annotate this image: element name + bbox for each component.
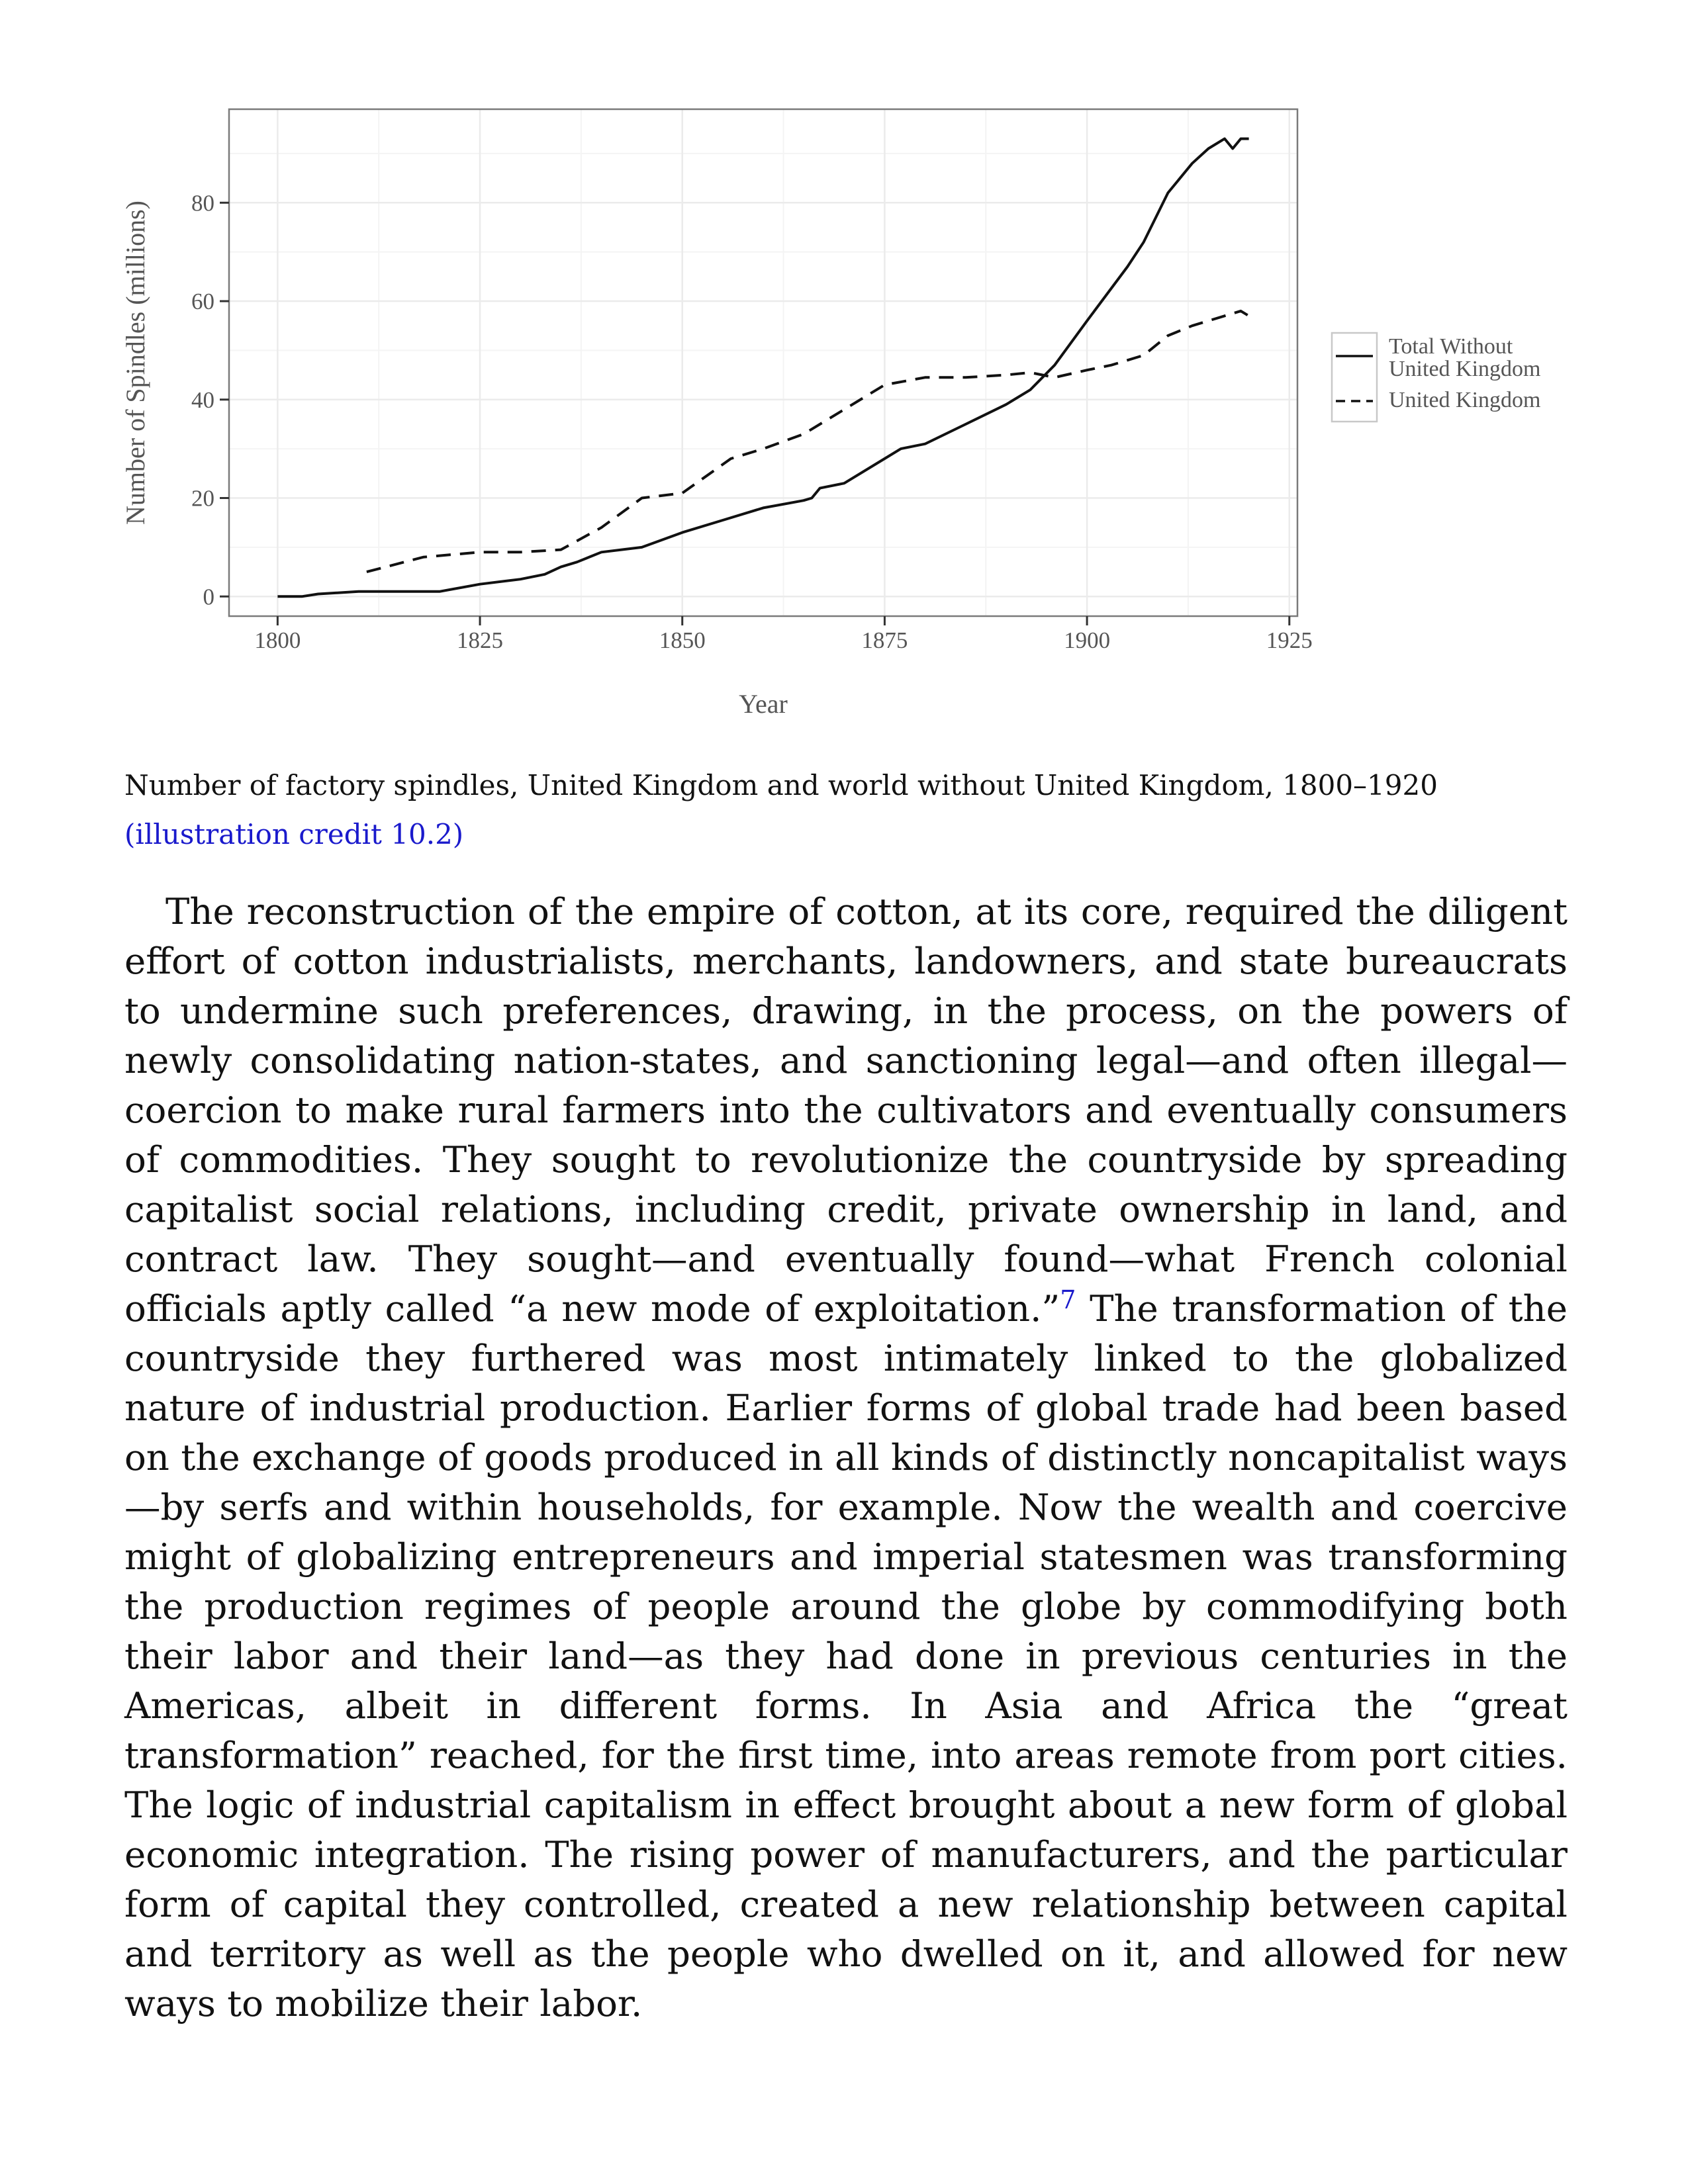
caption-text: Number of factory spindles, United Kingdom and world without United Kingdom, 1800–1920 <box>124 769 1438 801</box>
y-tick-label-80: 80 <box>191 190 214 216</box>
legend-label-line: United Kingdom <box>1389 357 1541 381</box>
legend-label-total <box>1389 334 1540 381</box>
y-tick-label-0: 0 <box>203 584 214 610</box>
y-tick-label-40: 40 <box>191 387 214 413</box>
illustration-credit-link[interactable]: (illustration credit 10.2) <box>124 818 464 850</box>
x-tick-label-1875: 1875 <box>861 627 908 653</box>
paragraph-text-part-1: The reconstruction of the empire of cotton, at its core, required the diligent effort of cotton industrialists, merchants, landowners, and state bureaucrats to undermine such preferences, drawing, in the process, on the powers of newly consolidating nation-states, and sanctioning legal—and often illegal—coercion to make rural farmers into the cultivators and eventually consumers of commodities. They sought to revolutionize the countryside by spreading capitalist social relations, including credit, private ownership in land, and contract law. They sought—and eventually found—what French colonial officials aptly called “a new mode of exploitation.” <box>124 890 1568 1330</box>
footnote-link[interactable]: 7 <box>1060 1285 1076 1314</box>
x-tick-label-1925: 1925 <box>1266 627 1313 653</box>
legend <box>1332 333 1540 422</box>
legend-label-line: Total Without <box>1389 334 1513 359</box>
chart-series <box>277 139 1248 597</box>
y-axis-title: Number of Spindles (millions) <box>120 201 150 525</box>
y-tick-label-20: 20 <box>191 485 214 512</box>
series-line-total-without-uk <box>277 139 1248 597</box>
plot-panel-border <box>229 109 1297 616</box>
y-tick-label-60: 60 <box>191 289 214 315</box>
legend-box <box>1332 333 1377 422</box>
x-tick-label-1850: 1850 <box>659 627 706 653</box>
body-paragraph <box>124 887 1568 2028</box>
x-tick-label-1825: 1825 <box>457 627 504 653</box>
paragraph-text-part-2: The transformation of the countryside they furthered was most intimately linked to the globalized nature of industrial production. Earlier forms of global trade had been based on the exchange of goods produced in all kinds of distinctly noncapitalist ways—by serfs and within households, for example. Now the wealth and coercive might of globalizing entrepreneurs and imperial statesmen was transforming the production regimes of people around the globe by commodifying both their labor and their land—as they had done in previous centuries in the Americas, albeit in different forms. In Asia and Africa the “great transformation” reached, for the first time, into areas remote from port cities. The logic of industrial capitalism in effect brought about a new form of global economic integration. The rising power of manufacturers, and the particular form of capital they controlled, created a new relationship between capital and territory as well as the people who dwelled on it, and allowed for new ways to mobilize their labor. <box>124 1287 1568 2025</box>
x-tick-label-1900: 1900 <box>1064 627 1111 653</box>
legend-label-line: United Kingdom <box>1389 388 1541 412</box>
figure-caption <box>124 761 1568 859</box>
chart-axes <box>191 190 1313 653</box>
chart-grid <box>229 109 1297 616</box>
x-tick-label-1800: 1800 <box>254 627 301 653</box>
x-axis-title: Year <box>739 689 788 719</box>
legend-label-uk <box>1389 388 1540 412</box>
spindles-line-chart <box>0 0 1688 741</box>
